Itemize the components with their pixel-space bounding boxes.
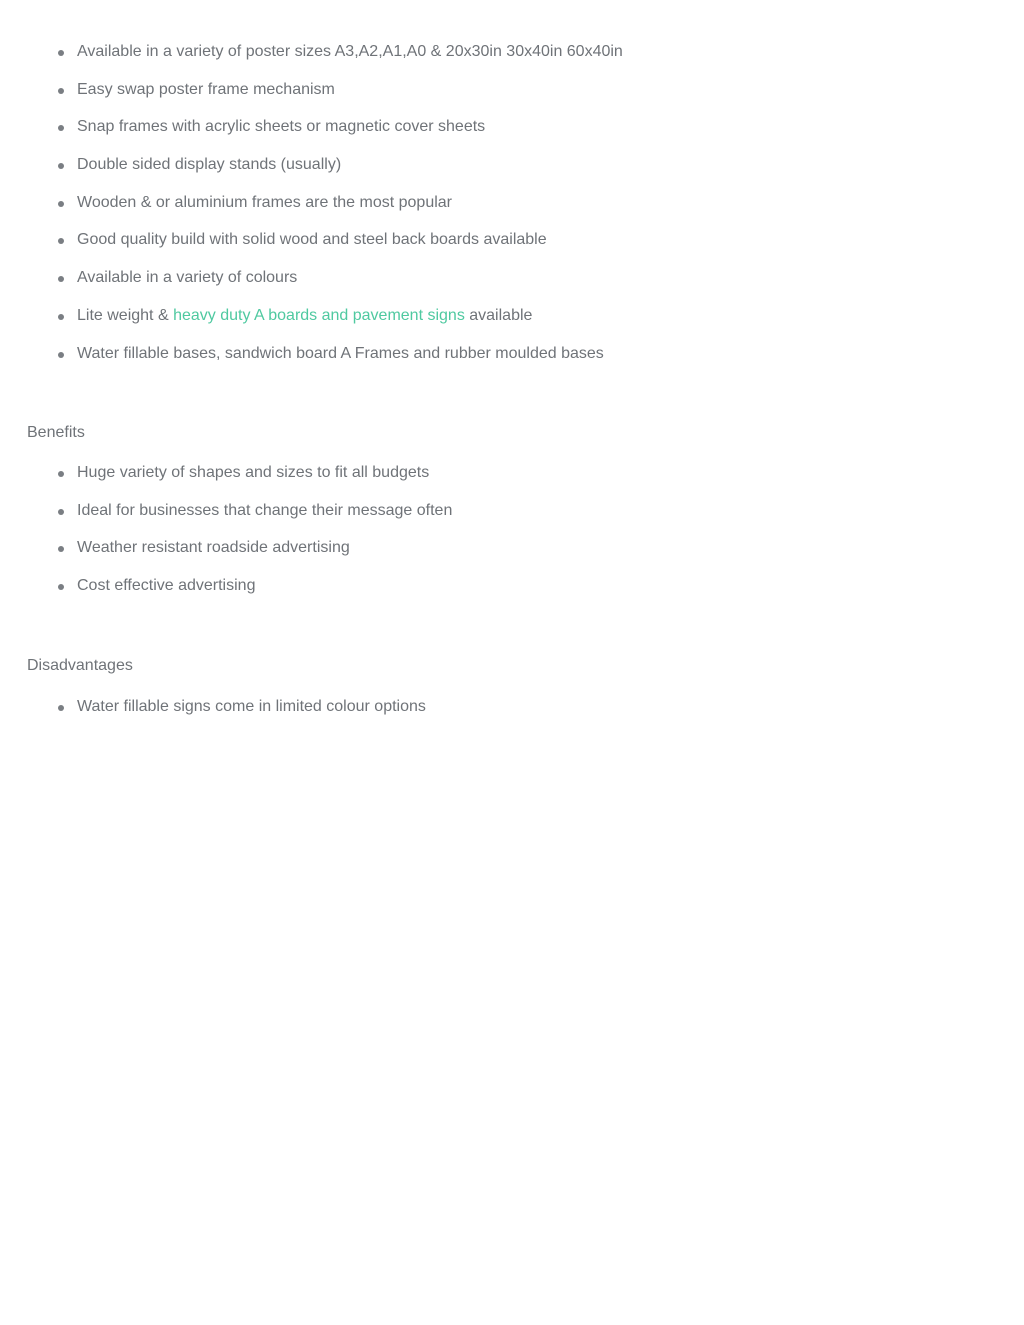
- list-item: [58, 538, 452, 576]
- list-item: [58, 463, 452, 501]
- list-item-text: Double sided display stands (usually): [77, 156, 342, 174]
- list-item-text-after: available: [464, 306, 533, 324]
- list-item-text-before: Lite weight &: [77, 306, 174, 324]
- bullet-icon: [58, 238, 64, 244]
- bullet-icon: [58, 509, 64, 515]
- list-item-with-link: [58, 306, 623, 344]
- list-item-text: Huge variety of shapes and sizes to fit all budgets: [77, 464, 430, 481]
- bullet-icon: [58, 584, 64, 590]
- list-item: [58, 501, 452, 539]
- list-item-text: Weather resistant roadside advertising: [77, 539, 350, 557]
- list-item: [58, 42, 623, 80]
- list-item: [58, 80, 623, 118]
- benefits-heading: Benefits: [27, 424, 85, 441]
- list-item: [58, 576, 452, 614]
- list-item-text: Snap frames with acrylic sheets or magnetic cover sheets: [77, 118, 486, 136]
- list-item-text: Available in a variety of colours: [77, 269, 298, 287]
- bullet-icon: [58, 88, 64, 94]
- list-item: [58, 155, 623, 193]
- bullet-icon: [58, 125, 64, 131]
- list-item: [58, 697, 426, 735]
- disadvantages-list: [58, 697, 426, 735]
- a-boards-link[interactable]: heavy duty A boards and pavement signs: [173, 306, 465, 324]
- list-item-text: Water fillable signs come in limited colour options: [77, 698, 426, 715]
- list-item-text: Wooden & or aluminium frames are the most popular: [77, 193, 452, 211]
- features-list: [58, 42, 623, 381]
- bullet-icon: [58, 352, 64, 358]
- bullet-icon: [58, 50, 64, 56]
- benefits-list: [58, 463, 452, 614]
- disadvantages-heading: Disadvantages: [27, 657, 133, 674]
- list-item: [58, 117, 623, 155]
- bullet-icon: [58, 314, 64, 320]
- list-item-text: Ideal for businesses that change their message often: [77, 501, 453, 519]
- list-item-text: Easy swap poster frame mechanism: [77, 80, 335, 98]
- bullet-icon: [58, 163, 64, 169]
- list-item-text: Water fillable bases, sandwich board A Frames and rubber moulded bases: [77, 344, 604, 362]
- bullet-icon: [58, 705, 64, 711]
- list-item-text: Cost effective advertising: [77, 577, 256, 595]
- list-item: [58, 193, 623, 231]
- list-item-text: Good quality build with solid wood and steel back boards available: [77, 231, 547, 249]
- list-item: [58, 344, 623, 382]
- list-item: [58, 230, 623, 268]
- bullet-icon: [58, 276, 64, 282]
- list-item-text: Available in a variety of poster sizes A3,A2,A1,A0 & 20x30in 30x40in 60x40in: [77, 43, 623, 60]
- bullet-icon: [58, 471, 64, 477]
- bullet-icon: [58, 201, 64, 207]
- list-item: [58, 268, 623, 306]
- bullet-icon: [58, 546, 64, 552]
